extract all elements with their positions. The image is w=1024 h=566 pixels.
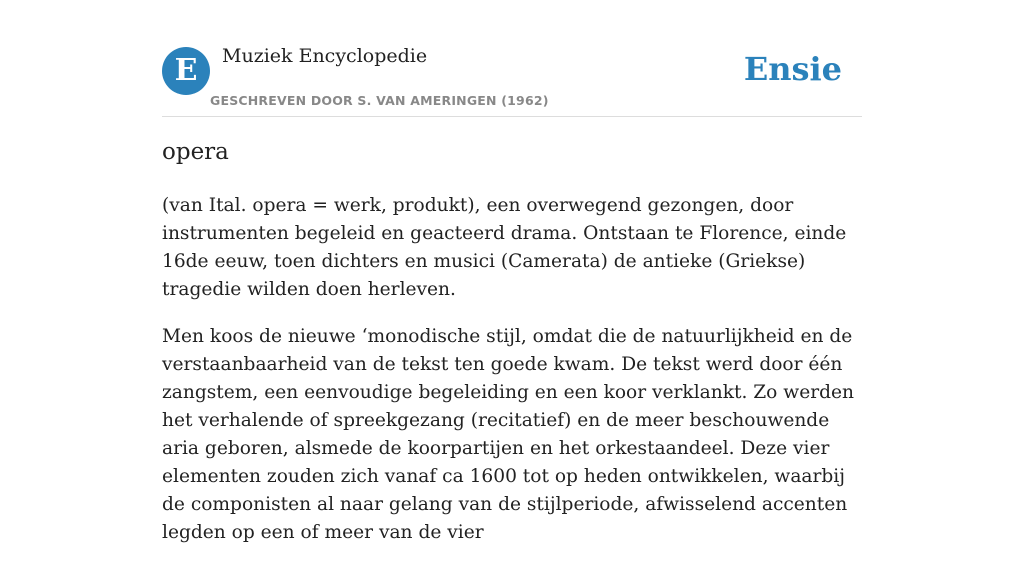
encyclopedia-logo-icon[interactable]: E [162, 47, 210, 95]
publication-title[interactable]: Muziek Encyclopedie [222, 45, 428, 67]
entry-paragraph: (van Ital. opera = werk, produkt), een overwegend gezongen, door instrumenten begeleid en geacteerd drama. Ontstaan te Florence, einde 16de eeuw, toen dichters en musici (Camerata) de antieke (Griekse) tragedie wilden doen herleven. [162, 195, 847, 300]
entry-paragraph: Men koos de nieuwe ‘monodische stijl, omdat die de natuurlijkheid en de verstaanbaarheid van de tekst ten goede kwam. De tekst werd door één zangstem, een eenvoudige begeleiding en een koor verklankt. Zo werden het verhalende of spreekgezang (recitatief) en de meer beschouwende aria geboren, alsmede de koorpartijen en het orkestaandeel. Deze vier elementen zouden zich vanaf ca 1600 tot op heden ontwikkelen, waarbij de componisten al naar gelang van de stijlperiode, afwisselend accenten legden op een of meer van de vier [162, 326, 854, 543]
author-byline: GESCHREVEN DOOR S. VAN AMERINGEN (1962) [210, 93, 549, 108]
site-header [162, 42, 862, 117]
entry-body [162, 192, 862, 566]
entry-title: opera [162, 139, 229, 165]
ensie-brand-link[interactable]: Ensie [743, 50, 842, 88]
